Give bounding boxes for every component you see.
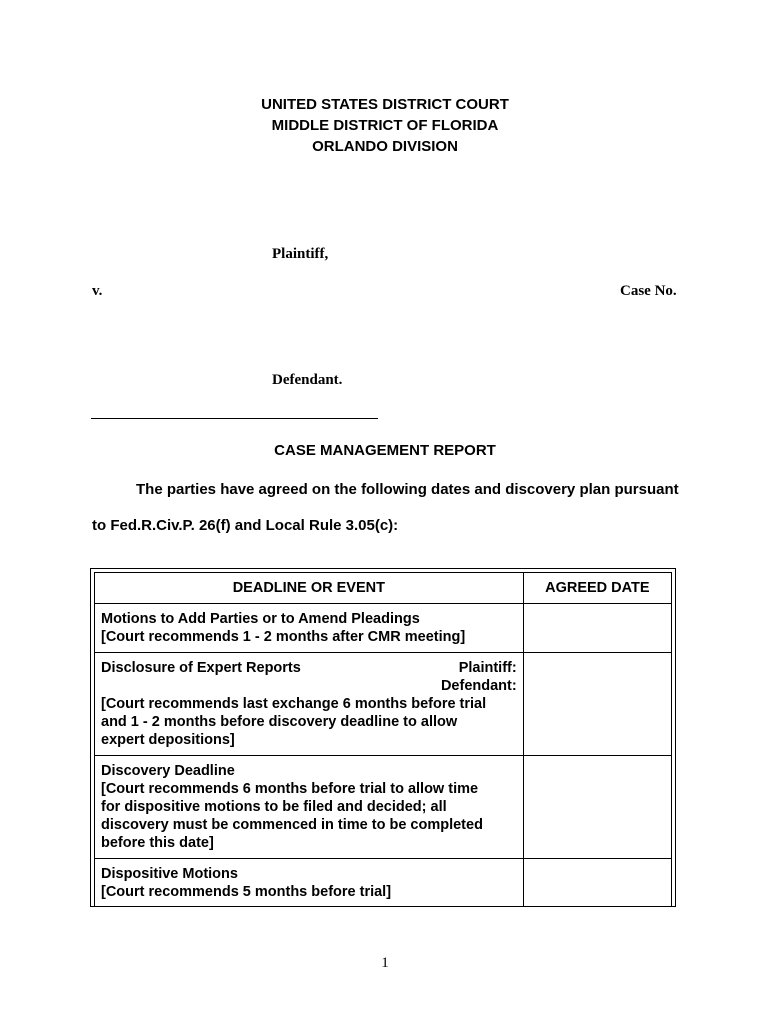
- event-note-line: [Court recommends 6 months before trial to allow time: [101, 781, 479, 797]
- event-note-line: for dispositive motions to be filed and decided; all: [101, 799, 447, 815]
- event-note-line: [Court recommends last exchange 6 months before trial: [101, 696, 487, 712]
- event-cell: [95, 859, 524, 907]
- event-title: Discovery Deadline: [101, 763, 235, 779]
- header-agreed-date: AGREED DATE: [523, 573, 671, 604]
- event-cell: [95, 653, 524, 756]
- caption-divider: [91, 418, 378, 419]
- event-note-line: discovery must be commenced in time to be completed: [101, 817, 483, 833]
- defendant-date-label: Defendant:: [440, 678, 517, 694]
- agreed-date-cell[interactable]: [523, 653, 671, 756]
- event-note-line: expert depositions]: [101, 732, 235, 748]
- table-row: [95, 859, 672, 907]
- versus-label: v.: [92, 283, 103, 299]
- agreed-date-cell[interactable]: [523, 859, 671, 907]
- event-title: Motions to Add Parties or to Amend Pleadings: [101, 611, 420, 627]
- event-cell: [95, 756, 524, 859]
- event-cell: [95, 604, 524, 653]
- header-deadline-or-event: DEADLINE OR EVENT: [95, 573, 524, 604]
- table-row: [95, 653, 672, 756]
- agreed-date-cell[interactable]: [523, 756, 671, 859]
- court-division: ORLANDO DIVISION: [312, 138, 458, 155]
- plaintiff-date-label: Plaintiff:: [458, 660, 517, 676]
- deadlines-table: [94, 572, 672, 907]
- event-title: Disclosure of Expert Reports: [101, 660, 301, 676]
- report-title: CASE MANAGEMENT REPORT: [274, 442, 496, 459]
- event-note: [Court recommends 5 months before trial]: [101, 884, 392, 900]
- agreed-date-cell[interactable]: [523, 604, 671, 653]
- event-note: [Court recommends 1 - 2 months after CMR meeting]: [101, 629, 466, 645]
- defendant-label: Defendant.: [272, 372, 343, 388]
- event-title: Dispositive Motions: [101, 866, 238, 882]
- deadlines-table-frame: [90, 568, 676, 907]
- plaintiff-label: Plaintiff,: [272, 246, 329, 262]
- case-number-label: Case No.: [620, 283, 677, 299]
- court-header: [0, 94, 770, 157]
- table-row: [95, 604, 672, 653]
- court-name: UNITED STATES DISTRICT COURT: [261, 96, 509, 113]
- event-note-line: and 1 - 2 months before discovery deadline to allow: [101, 714, 458, 730]
- event-note-line: before this date]: [101, 835, 214, 851]
- court-district: MIDDLE DISTRICT OF FLORIDA: [271, 117, 499, 134]
- table-header-row: [95, 573, 672, 604]
- intro-line-2: to Fed.R.Civ.P. 26(f) and Local Rule 3.05(c):: [92, 517, 399, 534]
- intro-line-1: The parties have agreed on the following dates and discovery plan pursuant: [136, 481, 679, 498]
- page-number: 1: [381, 955, 389, 971]
- table-row: [95, 756, 672, 859]
